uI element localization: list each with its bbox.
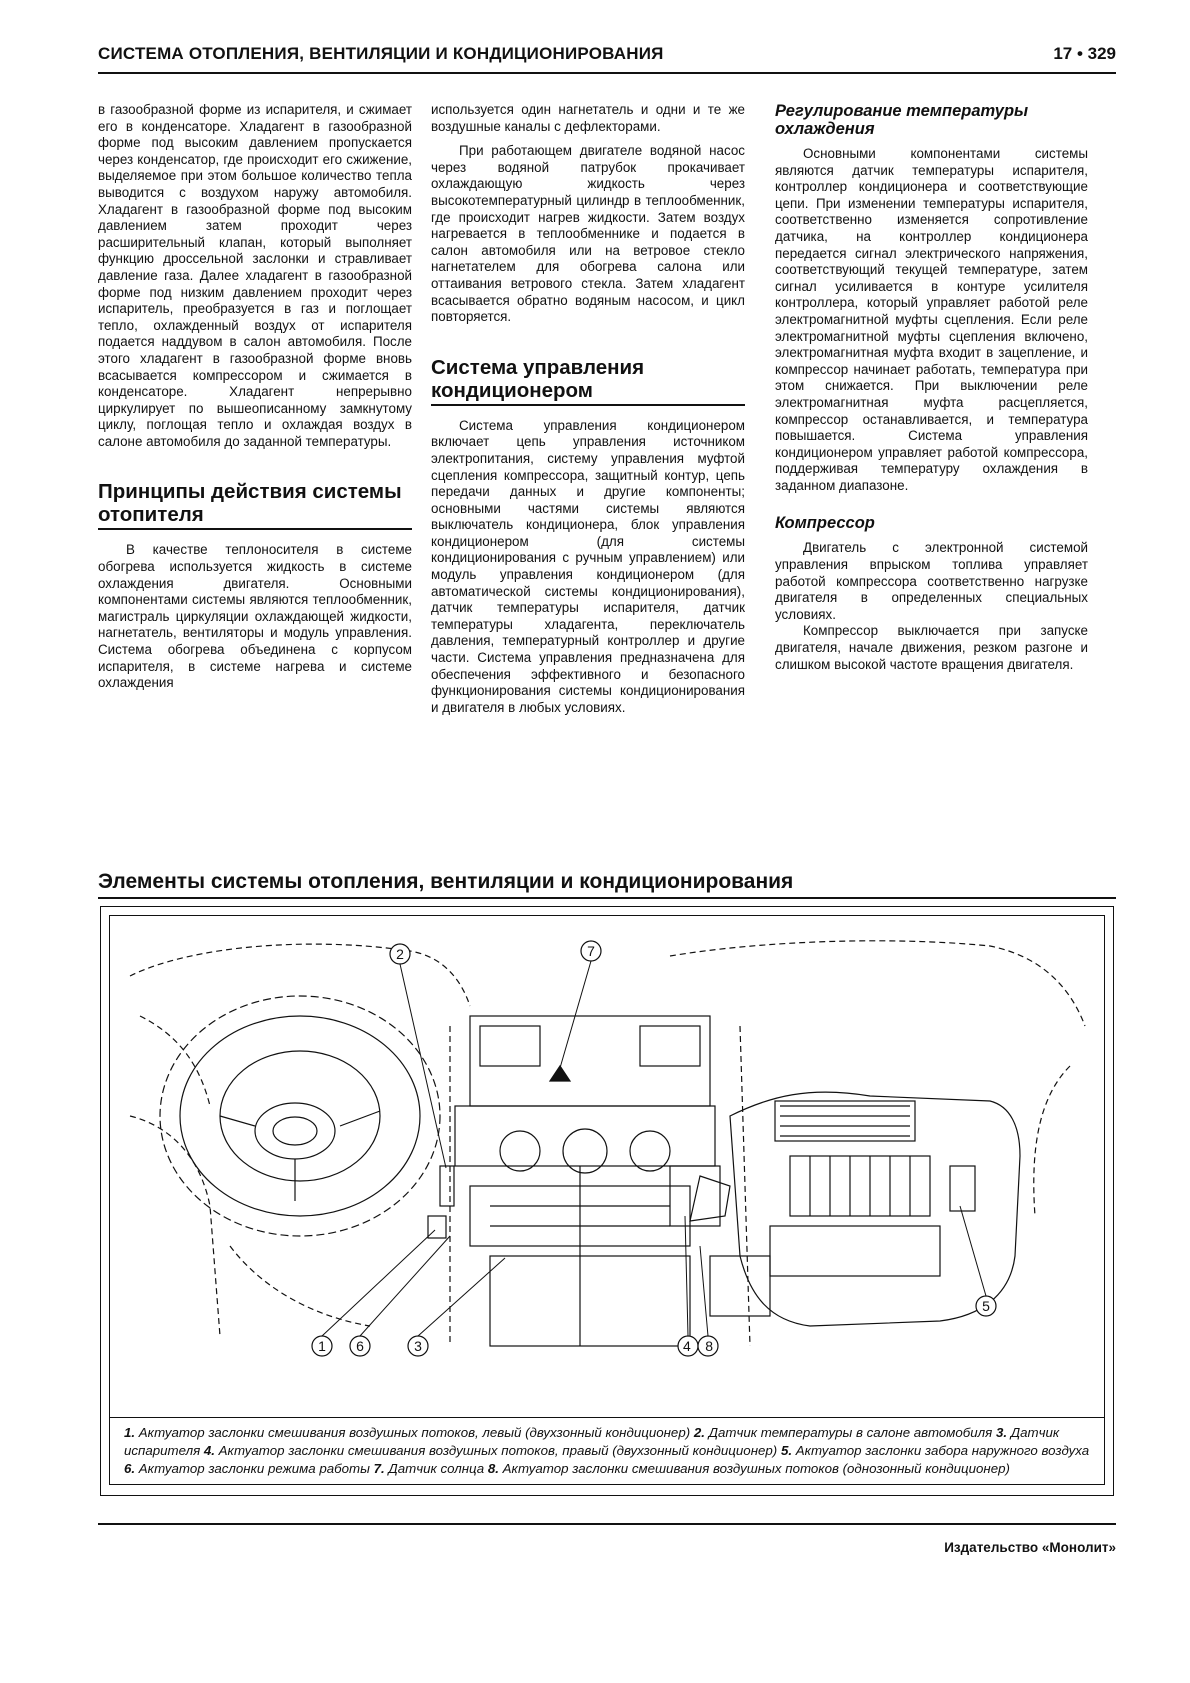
- center-console: [455, 1016, 715, 1346]
- leader-lines: [322, 961, 986, 1336]
- text-column-3: [775, 102, 1088, 673]
- paragraph: используется один нагнетатель и одни и те же воздушные каналы с дефлекторами.: [431, 102, 745, 134]
- callout-3: 3: [414, 1338, 422, 1354]
- paragraph: В качестве теплоносителя в системе обогрева используется жидкость в системе охлаждения двигателя. Основными компонентами системы являются теплообменник, магистраль циркуляции охлаждающей жидкости, нагнетатель, вентиляторы и модуль управления. Система обогрева объединена с корпусом испарителя, в системе нагрева и системе охлаждения: [98, 542, 412, 691]
- callout-4-8: 4 8: [683, 1338, 713, 1354]
- heading-heater-principles: Принципы действия системы отопителя: [98, 480, 412, 530]
- page-header: [98, 36, 1116, 74]
- caption-text-2: Датчик температуры в салоне автомобиля: [704, 1425, 996, 1440]
- caption-num-2: 2.: [693, 1425, 705, 1440]
- caption-num-6: 6.: [124, 1461, 136, 1476]
- caption-text-6: Актуатор заслонки режима работы: [135, 1461, 374, 1476]
- heading-compressor: Компрессор: [775, 514, 875, 533]
- callout-2: 2: [396, 946, 404, 962]
- figure-title: Элементы системы отопления, вентиляции и кондиционирования: [98, 870, 1116, 899]
- paragraph: Основными компонентами системы являются датчик температуры испарителя, контроллер кондиционера и соответствующие цепи. При изменении температуры испарителя, соответственно изменяется сопротивление датчика, на контроллер кондиционера передается сигнал электрического напряжения, соответствующий текущей температуре, затем сигнал усиливается в контуре усилителя контроллера, который управляет работой реле электромагнитной муфты сцепления. Если реле электромагнитной муфты сцепления включено, электромагнитная муфта входит в зацепление, и компрессор начинает работать, температура при этом снижается. При выключении реле электромагнитная муфта расцепляется, компрессор останавливается, и температура повышается. Система управления кондиционером управляет работой компрессора, поддерживая температуру охлаждения в заданном диапазоне.: [775, 146, 1088, 493]
- dashboard-outline: [130, 941, 1085, 1346]
- hvac-unit: [670, 1092, 1020, 1326]
- caption-num-4: 4.: [203, 1443, 215, 1458]
- caption-num-1: 1.: [124, 1425, 136, 1440]
- caption-text-3: Датчик испарителя: [124, 1425, 1060, 1458]
- callout-1: 1: [318, 1338, 326, 1354]
- figure-panel: [109, 915, 1105, 1485]
- callout-5: 5: [982, 1298, 990, 1314]
- footer-rule: [98, 1523, 1116, 1525]
- paragraph: Компрессор выключается при запуске двигателя, начале движения, резком разгоне и слишком высокой частоте вращения двигателя.: [775, 623, 1088, 672]
- figure-frame: [100, 906, 1114, 1496]
- paragraph: Двигатель с электронной системой управления впрыском топлива управляет работой компрессора соответственно нагрузке двигателя в определенных специальных условиях.: [775, 540, 1088, 622]
- caption-num-7: 7.: [373, 1461, 385, 1476]
- hvac-diagram: [110, 916, 1106, 1390]
- paragraph: Система управления кондиционером включает цепь управления источником электропитания, систему управления муфтой сцепления компрессора, защитный контур, цепь передачи данных и другие компоненты; основными частями системы являются выключатель кондиционера, блок управления кондиционером (для системы кондиционирования с ручным управлением) или модуль управления кондиционером (для автоматической системы кондиционирования), датчик температуры испарителя, датчик температуры хладагента, переключатель давления, температурный контроллер и другие части. Система управления предназначена для обеспечения эффективного и безопасного функционирования системы кондиционирования и двигателя в любых условиях.: [431, 417, 745, 715]
- caption-text-1: Актуатор заслонки смешивания воздушных потоков, левый (двухзонный кондиционер): [135, 1425, 694, 1440]
- caption-num-3: 3.: [995, 1425, 1008, 1440]
- cabin-temp-sensor: [440, 1166, 454, 1206]
- text-column-2: [431, 102, 745, 716]
- page-number: 17 • 329: [1053, 44, 1116, 63]
- caption-text-8: Актуатор заслонки смешивания воздушных потоков (однозонный кондиционер): [498, 1461, 1010, 1476]
- heading-cooling-temperature: Регулирование температуры охлаждения: [775, 102, 1029, 138]
- caption-num-5: 5.: [780, 1443, 793, 1458]
- figure-caption: [110, 1417, 1104, 1484]
- steering-wheel: [160, 996, 440, 1236]
- caption-num-8: 8.: [487, 1461, 499, 1476]
- section-title: СИСТЕМА ОТОПЛЕНИЯ, ВЕНТИЛЯЦИИ И КОНДИЦИОНИРОВАНИЯ: [98, 44, 664, 63]
- caption-text-5: Актуатор заслонки забора наружного воздуха: [792, 1443, 1090, 1458]
- publisher-name: Издательство «Монолит»: [944, 1540, 1116, 1555]
- callout-7: 7: [587, 943, 595, 959]
- caption-text-7: Датчик солнца: [384, 1461, 488, 1476]
- paragraph: При работающем двигателе водяной насос через водяной патрубок прокачивает охлаждающую жидкость через высокотемпературный цилиндр в теплообменник, где происходит нагрев жидкости. Затем воздух нагревается в теплообменнике и подается в салон автомобиля или на ветровое стекло нагнетателем для обогрева салона или оттаивания ветрового стекла. Затем хладагент всасывается обратно водяным насосом, и цикл повторяется.: [431, 143, 745, 325]
- callout-6: 6: [356, 1338, 364, 1354]
- caption-text-4: Актуатор заслонки смешивания воздушных потоков, правый (двухзонный кондиционер): [214, 1443, 781, 1458]
- sun-sensor: [550, 1066, 570, 1081]
- paragraph: в газообразной форме из испарителя, и сжимает его в конденсаторе. Хладагент в газообразной форме под высоким давлением пропускается через конденсатор, где происходит его сжижение, выделяемое при этом большое количество тепла выводится с воздухом наружу автомобиля. Хладагент в газообразной форме под высоким давлением затем проходит через расширительный клапан, который выполняет функцию дроссельной заслонки и стравливает давление газа. Далее хладагент в газообразной форме под низким давлением проходит через испаритель, преобразуется в газ и поглощает тепло, охлажденный воздух от испарителя подается наддувом в салон автомобиля. После этого хладагент в газообразной форме вновь всасывается компрессором и сжимается в конденсаторе. Хладагент непрерывно циркулирует по вышеописанному замкнутому циклу, поглощая тепло и охлаждая воздух в салоне автомобиля до заданной температуры.: [98, 102, 412, 449]
- heading-ac-control: Система управления кондиционером: [431, 356, 745, 406]
- text-column-1: [98, 102, 412, 692]
